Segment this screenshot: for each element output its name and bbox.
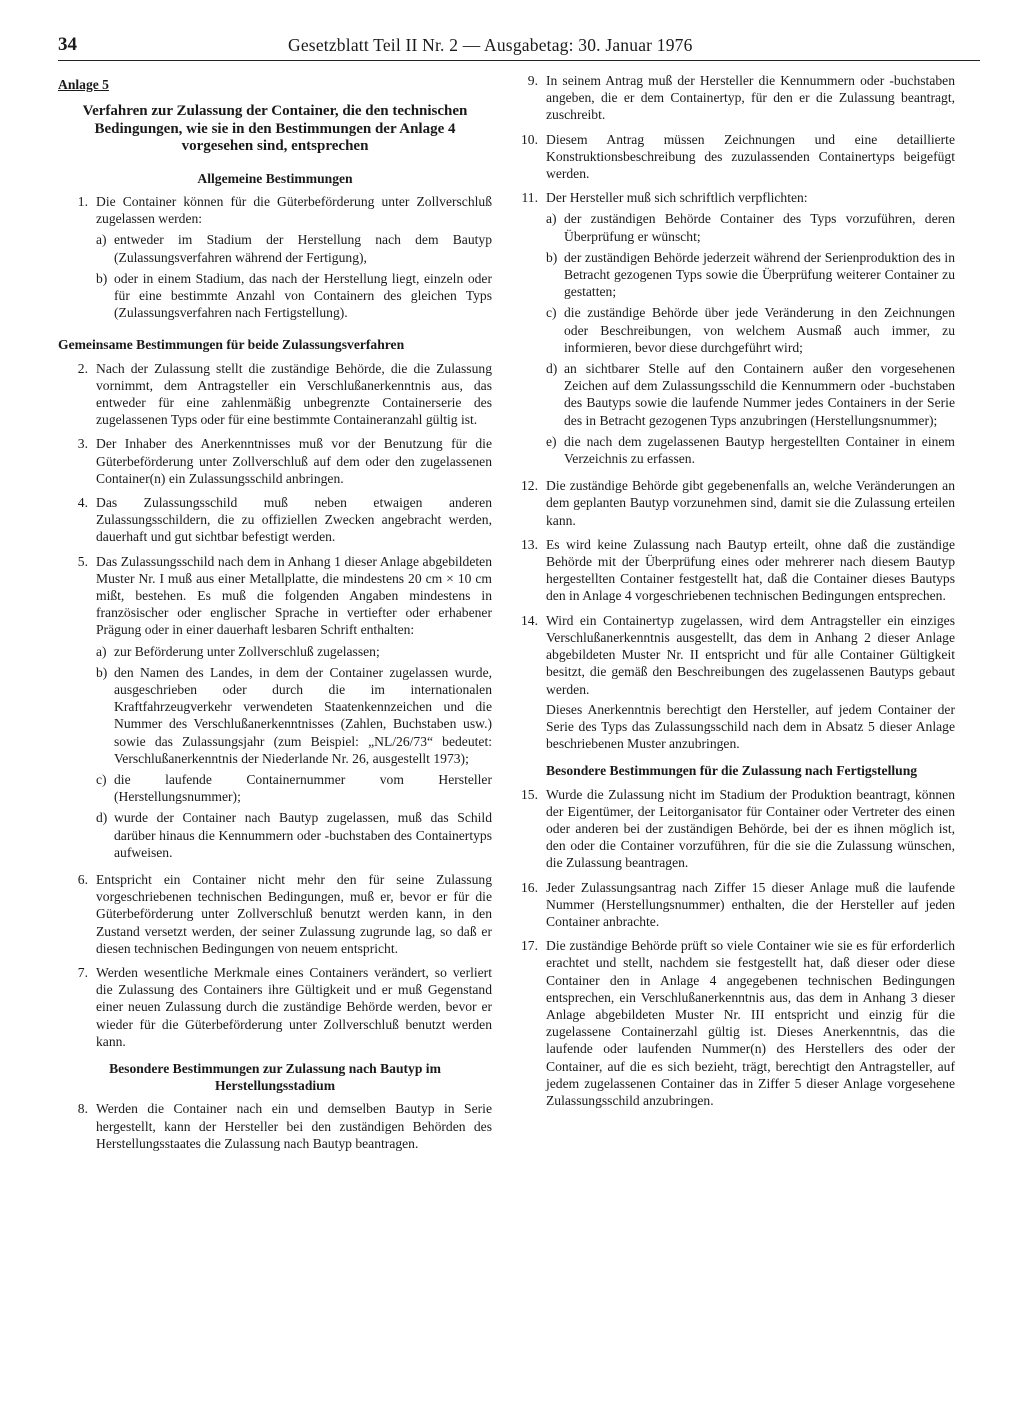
sub-item (96, 809, 492, 861)
item-number: 14. (521, 612, 538, 628)
numbered-item (508, 477, 955, 529)
document-title: Verfahren zur Zulassung der Container, die den technischen Bedingungen, wie sie in den Bestimmungen der Anlage 4 vorgesehen sind, entsprechen (82, 103, 468, 155)
item-number: 16. (521, 879, 538, 895)
item-number: 3. (77, 436, 88, 452)
page-header (58, 32, 980, 61)
numbered-item (58, 494, 492, 546)
item-number: 4. (77, 494, 88, 510)
section-heading: Besondere Bestimmungen für die Zulassung nach Fertigstellung (545, 763, 918, 779)
numbered-item (508, 786, 955, 872)
item-text: Entspricht ein Container nicht mehr den für seine Zulassung vorgeschriebenen technischen Bedingungen, muß er, bevor er für die Güterbeförderung unter Zollverschluß benutzt werden kann, in den Zustand versetzt werden, der seiner Zulassung zugrunde lag, so daß er diesen technischen Bedingungen von neuem entspricht. (96, 872, 492, 956)
numbered-item (58, 553, 492, 864)
sub-letter: d) (96, 810, 108, 826)
item-text: Werden wesentliche Merkmale eines Containers verändert, so verliert die Zulassung des Containers ihre Gültigkeit und er muß Gegenstand einer neuen Zulassung durch die zuständige Behörde werden, bevor er wieder für die Güterbeförderung unter Zollverschluß benutzt werden kann. (96, 965, 492, 1049)
section-heading: Gemeinsame Bestimmungen für beide Zulassungsverfahren (58, 337, 405, 353)
numbered-item (58, 435, 492, 487)
sub-item (546, 304, 955, 356)
item-text: Das Zulassungsschild muß neben etwaigen anderen Zulassungsschildern, die zu offiziellen Zwecken angebracht werden, dauerhaft und gut sichtbar befestigt werden. (96, 494, 492, 545)
item-number: 7. (77, 965, 88, 981)
sub-item (96, 270, 492, 322)
item-text: In seinem Antrag muß der Hersteller die Kennummern oder -buchstaben angeben, die er dem Containertyp, für den er die Zulassung beantragt, zuschreibt. (546, 73, 955, 123)
item-text: Die Container können für die Güterbeförderung unter Zollverschluß zugelassen werden: (96, 193, 492, 227)
numbered-item (58, 964, 492, 1050)
item-text: Diesem Antrag müssen Zeichnungen und eine detaillierte Konstruktionsbeschreibung des zuzulassenden Containertyps beigefügt werden. (546, 131, 955, 182)
sub-item (96, 771, 492, 805)
item-text: Die zuständige Behörde gibt gegebenenfalls an, welche Veränderungen an dem geplanten Bautyp vorzunehmen sind, damit sie die Zulassung erteilen kann. (546, 478, 955, 528)
left-column (58, 72, 492, 1159)
sub-item (96, 643, 492, 660)
item-number: 12. (521, 478, 538, 494)
section-heading: Besondere Bestimmungen zur Zulassung nach Bautyp im Herstellungsstadium (109, 1061, 441, 1094)
sub-item (546, 249, 955, 301)
sub-text: der zuständigen Behörde jederzeit während der Serienproduktion des in Betracht gezogenen Typs sowie die Überprüfung weiterer Container zu gestatten; (564, 249, 955, 300)
item-number: 17. (521, 938, 538, 954)
sub-letter: d) (546, 361, 558, 377)
sub-letter: a) (546, 211, 557, 227)
sub-text: oder in einem Stadium, das nach der Herstellung liegt, einzeln oder für eine bestimmte Anzahl von Containern des gleichen Typs (Zulassungsverfahren nach Fertigstellung). (114, 270, 492, 321)
numbered-item (508, 189, 955, 470)
sub-letter: b) (546, 249, 558, 265)
item-text: Nach der Zulassung stellt die zuständige Behörde, die die Zulassung vornimmt, dem Antragsteller ein Verschlußanerkenntnis aus, das entweder für eine zahlenmäßig unbegrenzte Containerserie des zugelassenen Typs oder für eine bestimmte Containeranzahl gültig ist. (96, 360, 492, 428)
sub-letter: e) (546, 433, 557, 449)
numbered-item (508, 937, 955, 1109)
item-number: 11. (521, 190, 538, 206)
item-number: 2. (77, 360, 88, 376)
sub-letter: c) (546, 305, 557, 321)
sub-item (546, 433, 955, 467)
item-text: Der Hersteller muß sich schriftlich verpflichten: (546, 190, 808, 206)
numbered-item (508, 72, 955, 124)
numbered-item (508, 879, 955, 931)
sub-item (546, 360, 955, 429)
sub-letter: a) (96, 232, 107, 248)
item-text: Die zuständige Behörde prüft so viele Container wie sie es für erforderlich erachtet und stellt, nachdem sie festgestellt hat, daß dieser oder diese Container den in Anlage 4 angegebenen technischen Bedingungen entsprechen, ein Verschlußanerkenntnis aus, das dem in Anhang 3 dieser Anlage abgebildeten Muster Nr. III entspricht und einzig für die zugelassene Containerzahl gültig ist. Dieses Anerkenntnis, das die laufende oder laufenden Nummer(n) des Herstellers des oder der Container, auf die es sich bezieht, trägt, berechtigt den Antragsteller, auf jedem zugelassenen Container das in Ziffer 5 dieser Anlage vorgesehene Zulassungsschild anzubringen. (546, 938, 955, 1108)
sub-text: die nach dem zugelassenen Bautyp hergestellten Container in einem Verzeichnis zu erfassen. (564, 433, 955, 467)
item-paragraph: Dieses Anerkenntnis berechtigt den Hersteller, auf jedem Container der Serie des Typs das Zulassungsschild nach dem in Absatz 5 dieser Anlage beschriebenen Muster anzubringen. (546, 701, 955, 752)
item-number: 8. (77, 1101, 88, 1117)
numbered-item (58, 193, 492, 324)
sub-text: wurde der Container nach Bautyp zugelassen, muß das Schild darüber hinaus die Kennummern oder -buchstaben des Containertyps aufweisen. (114, 810, 492, 860)
sub-text: der zuständigen Behörde Container des Typs vorzuführen, deren Überprüfung er wünscht; (564, 211, 955, 244)
section-heading: Allgemeine Bestimmungen (197, 170, 353, 186)
numbered-item (508, 612, 955, 753)
item-text: Wird ein Containertyp zugelassen, wird dem Antragsteller ein einziges Verschlußanerkenntnis ausgestellt, das dem in Anhang 2 dieser Anlage abgebildeten Muster Nr. II entspricht und für alle Container Gültigkeit besitzt, die gemäß den Beschreibungen des zugelassenen Bautyps gebaut werden. (546, 612, 955, 697)
item-number: 1. (77, 193, 88, 209)
sub-letter: a) (96, 643, 107, 659)
running-title: Gesetzblatt Teil II Nr. 2 — Ausgabetag: 30. Januar 1976 (288, 35, 693, 55)
numbered-item (508, 536, 955, 605)
sub-text: die zuständige Behörde über jede Veränderung in den Zeichnungen oder Beschreibungen, von welchem Ausmaß auch immer, zu informieren, bevor diese durchgeführt wird; (564, 305, 955, 355)
numbered-item (58, 1100, 492, 1152)
sub-text: entweder im Stadium der Herstellung nach dem Bautyp (Zulassungsverfahren während der Fertigung), (114, 232, 492, 265)
sub-text: an sichtbarer Stelle auf den Containern außer den vorgesehenen Zeichen auf dem Zulassungsschild die Kennummern oder -buchstaben des Bautyps sowie die laufende Nummer jedes Containers in der Serie des in Betracht gezogenen Typs anzubringen (Herstellungsnummer); (564, 361, 955, 428)
item-text: Das Zulassungsschild nach dem in Anhang 1 dieser Anlage abgebildeten Muster Nr. I muß aus einer Metallplatte, die mindestens 20 cm × 10 cm mißt, bestehen. Es muß die folgenden Angaben mindestens in französischer oder englischer Sprache in vertiefter oder erhabener Prägung oder in einer dauerhaft lesbaren Schrift enthalten: (96, 553, 492, 638)
sub-letter: c) (96, 772, 107, 787)
sub-text: den Namen des Landes, in dem der Container zugelassen wurde, ausgeschrieben oder durch die im internationalen Kraftfahrzeugverkehr verwendeten Staatenkennzeichen und die Nummer des Verschlußanerkenntnisses (Zahlen, Buchstaben usw.) sowie das Zulassungsjahr (zum Beispiel: „NL/26/73“ bedeutet: Verschlußanerkenntnis der Niederlande Nr. 26, ausgestellt 1973); (114, 664, 492, 766)
item-number: 13. (521, 536, 538, 552)
numbered-item (508, 131, 955, 183)
item-number: 9. (527, 73, 538, 88)
sub-letter: b) (96, 664, 108, 680)
annex-label: Anlage 5 (58, 77, 109, 92)
numbered-item (58, 871, 492, 957)
sub-letter: b) (96, 270, 108, 286)
item-number: 10. (521, 131, 538, 147)
sub-text: zur Beförderung unter Zollverschluß zugelassen; (114, 643, 380, 659)
item-text: Werden die Container nach ein und demselben Bautyp in Serie hergestellt, kann der Hersteller bei den zuständigen Behörden des Herstellungsstaates die Zulassung nach Bautyp beantragen. (96, 1101, 492, 1151)
item-number: 5. (77, 553, 88, 569)
item-number: 6. (77, 872, 88, 888)
sub-item (546, 210, 955, 244)
item-number: 15. (521, 786, 538, 802)
right-column (508, 72, 955, 1116)
sub-text: die laufende Containernummer vom Hersteller (Herstellungsnummer); (114, 772, 492, 805)
sub-item (96, 664, 492, 767)
sub-item (96, 231, 492, 265)
page-number: 34 (58, 34, 77, 55)
item-text: Es wird keine Zulassung nach Bautyp erteilt, ohne daß die zuständige Behörde mit der Überprüfung eines oder mehrerer nach diesem Bautyp hergestellten Container festgestellt hat, daß die Container dieses Bautyps den in Anlage 4 vorgeschriebenen technischen Bedingungen entsprechen. (546, 536, 955, 604)
item-text: Der Inhaber des Anerkenntnisses muß vor der Benutzung für die Güterbeförderung unter Zollverschluß auf dem oder den zugelassenen Container(n) ein Zulassungsschild anbringen. (96, 436, 492, 486)
numbered-item (58, 360, 492, 429)
item-text: Jeder Zulassungsantrag nach Ziffer 15 dieser Anlage muß die laufende Nummer (Herstellungsnummer) enthalten, die der Hersteller auf jeden Container anbrachte. (546, 879, 955, 929)
item-text: Wurde die Zulassung nicht im Stadium der Produktion beantragt, können der Eigentümer, der Leitorganisator für Container oder Vertreter des einen oder anderen bei der zuständigen Behörde, bei der es ihnen möglich ist, den oder die Container vorzuführen, für die sie die Zulassung wünschen, die Zulassung beantragen. (546, 786, 955, 871)
